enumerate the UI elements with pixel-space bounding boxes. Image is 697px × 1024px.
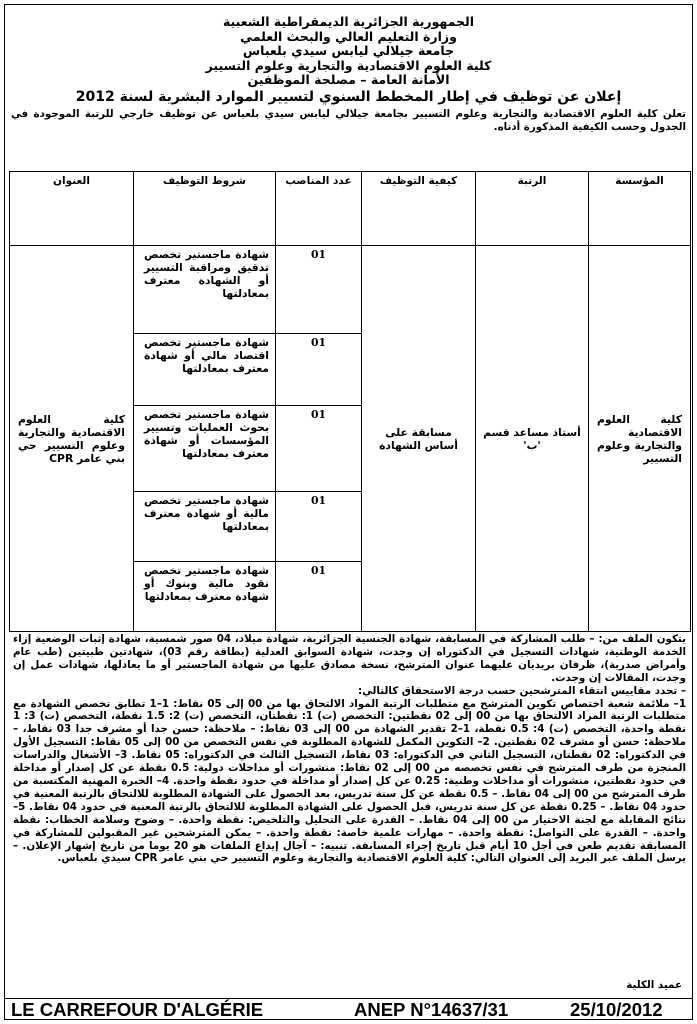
conditions-cell: شهادة ماجستير تخصص نقود مالية وبنوك أو شهادة معترف بمعادلتها <box>134 562 276 632</box>
count-cell: 01 <box>276 406 362 492</box>
recruitment-table <box>9 171 691 632</box>
announcement-page <box>4 4 693 1020</box>
anep-reference: ANEP N°14637/31 <box>354 999 509 1020</box>
conditions-cell: شهادة ماجستير تخصص بحوث العمليات وتسيير المؤسسات أو شهادة معترف بمعادلتها <box>134 406 276 492</box>
department-title: الأمانة العامة – مصلحة الموظفين <box>247 72 450 87</box>
count-cell: 01 <box>276 334 362 406</box>
faculty-title: كلية العلوم الاقتصادية والتجارية وعلوم التسيير <box>205 57 492 73</box>
announcement-body <box>13 633 686 865</box>
required-documents-paragraph: يتكون الملف من: – طلب المشاركة في المسابقة، شهادة الجنسية الجزائرية، شهادة ميلاد، 04 صور شمسية، شهادة إثبات الوضعية إزاء الخدمة الوطنية، شهادات التسجيل في الدكتوراه إن وجدت، شهادة السوابق العدلية (بطاقة رقم 03)، شهادتين طبيتين (طب عام وأمراض صدرية)، ظرفان بريديان عليهما عنوان المترشح، نسخة مصادق عليها من شهادة الماجستير أو ما يعادلها، شهادات عمل إن وجدت، المقالات إن وجدت. <box>13 633 686 684</box>
header-count: عدد المناصب <box>276 172 362 246</box>
publication-date: 25/10/2012 <box>570 999 663 1020</box>
institution-cell: كلية العلوم الاقتصادية والتجارية وعلوم التسيير <box>589 246 691 632</box>
selection-criteria-intro: – تحدد مقاييس انتقاء المترشحين حسب درجة الاستحقاق كالتالي: <box>358 684 686 697</box>
document-header <box>5 5 692 106</box>
intro-paragraph: تعلن كلية العلوم الاقتصادية والتجارية وعلوم التسيير بجامعة جيلالي ليابس سيدي بلعباس عن توظيف خارجي للرتبة الموجودة في الجدول وحسب الكيفية المذكورة أدناه. <box>11 107 686 133</box>
conditions-cell: شهادة ماجستير تخصص مالية أو شهادة معترف بمعادلتها <box>134 492 276 562</box>
count-cell: 01 <box>276 492 362 562</box>
grade-cell: أستاذ مساعد قسم 'ب' <box>476 246 589 632</box>
table-header-row <box>10 172 691 246</box>
count-cell: 01 <box>276 246 362 334</box>
selection-criteria-paragraph: 1– ملائمة شعبة اختصاص تكوين المترشح مع متطلبات الرتبة المواد الالتحاق بها من 00 إلى 05 نقاط: 1–1 تطابق تخصص الشهادة مع متطلبات الرتبة المراد الالتحاق بها من 00 إلى 02 نقطتين: التخصص (ت) 1: نقطتان، التخصص (ت) 2: 1.5 نقطة، التخصص (ت) 3: 1 نقطة واحدة، التخصص (ت) 4: 0.5 نقطة، 1–2 تقدير الشهادة من 00 إلى 03 نقاط: – ملاحظة: حسن جدا أو مشرف جدا 03 نقاط، – ملاحظة: حسن أو مشرف 02 نقطتين. 2– التكوين المكمل للشهادة المطلوبة في نفس التخصص من 00 إلى 05 نقاط: التسجيل الأول في الدكتوراه: 02 نقطتان، التسجيل الثاني في الدكتوراه: 03 نقاط، التسجيل الثالث في الدكتوراه: 05 نقاط. 3– الأشغال والدراسات المنجزة من طرف المترشح في نفس تخصصه من 00 إلى 02 نقاط: منشورات أو مداخلات دولية: 0.5 نقطة عن كل إصدار أو مداخلة في حدود نقطتين، منشورات أو مداخلات وطنية: 0.25 عن كل إصدار أو مداخلة في حدود نقطة واحدة. 4– الخبرة المهنية المكتسبة من طرف المترشح من 00 إلى 04 نقاط. – 0.5 نقطة عن كل سنة تدريس، بعد الحصول على الشهادة المطلوبة للالتحاق بالرتبة المعنية في حدود 04 نقاط. – 0.25 نقطة عن كل سنة تدريس، قبل الحصول على الشهادة المطلوبة للالتحاق بالرتبة المعنية في حدود 04 نقاط. 5– نتائج المقابلة مع لجنة الاختيار من 00 إلى 04 نقاط. – القدرة على التحليل والتلخيص: نقطة واحدة. – وضوح وسلامة الخطاب: نقطة واحدة. – القدرة على التواصل: نقطة واحدة. – مهارات علمية خاصة: نقطة واحدة. – يمكن المترشحين غير المقبولين للمشاركة في المسابقة تقديم طعن في أجل 10 أيام قبل تاريخ إجراء المسابقة. تنبيه: – آجال إيداع الملفات هو 20 يوما من تاريخ إشهار الإعلان. – يرسل الملف عبر البريد إلى العنوان التالي: كلية العلوم الاقتصادية والتجارية وعلوم التسيير حي بني عامر CPR سيدي بلعباس. <box>13 697 687 865</box>
header-method: كيفية التوظيف <box>362 172 476 246</box>
ministry-title: وزارة التعليم العالي والبحث العلمي <box>240 28 457 44</box>
newspaper-footer <box>5 998 692 1021</box>
table-row <box>10 246 691 334</box>
republic-title: الجمهورية الجزائرية الديمقراطية الشعبية <box>222 14 475 29</box>
newspaper-name: LE CARREFOUR D'ALGÉRIE <box>11 999 264 1020</box>
header-grade: الرتبة <box>476 172 589 246</box>
conditions-cell: شهادة ماجستير تخصص اقتصاد مالي أو شهادة معترف بمعادلتها <box>134 334 276 406</box>
address-cell: كلية العلوم الاقتصادية والتجارية وعلوم التسيير حي بني عامر CPR <box>10 246 134 632</box>
conditions-cell: شهادة ماجستير تخصص تدقيق ومراقبة التسيير أو الشهادة معترف بمعادلتها <box>134 246 276 334</box>
count-cell: 01 <box>276 562 362 632</box>
method-cell: مسابقة على أساس الشهادة <box>362 246 476 632</box>
header-address: العنوان <box>10 172 134 246</box>
header-institution: المؤسسة <box>589 172 691 246</box>
announcement-title: إعلان عن توظيف في إطار المخطط السنوي لتسيير الموارد البشرية لسنة 2012 <box>75 88 622 105</box>
dean-signature: عميد الكلية <box>626 979 682 991</box>
university-title: جامعة جيلالي ليابس سيدي بلعباس <box>242 43 455 58</box>
header-conditions: شروط التوظيف <box>134 172 276 246</box>
